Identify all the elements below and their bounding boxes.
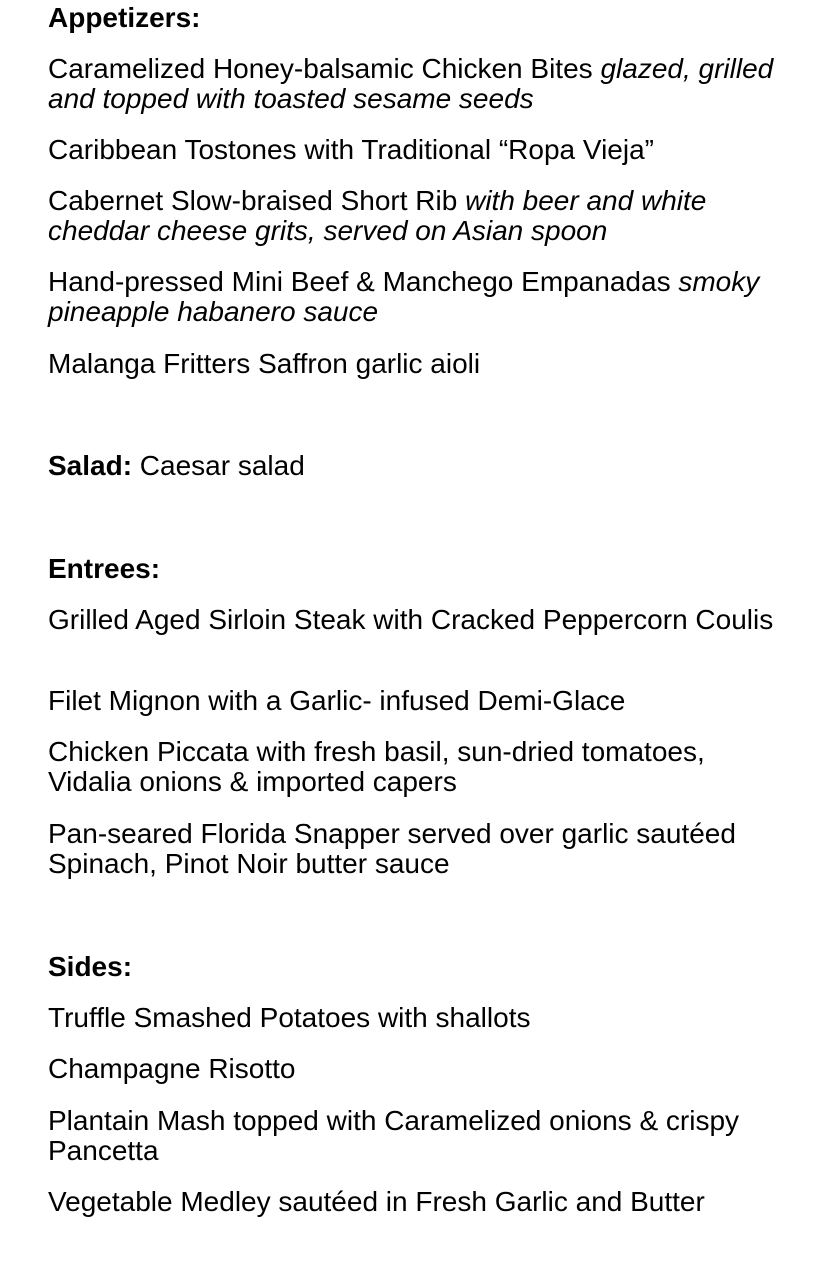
entrees-heading: Entrees:: [48, 553, 161, 584]
side-item: Champagne Risotto: [48, 1053, 296, 1084]
appetizer-item: [48, 186, 788, 246]
salad-text: Caesar salad: [132, 450, 305, 481]
appetizer-item: [48, 349, 788, 379]
entree-item: Pan-seared Florida Snapper served over garlic sautéed Spinach, Pinot Noir butter sauce: [48, 818, 736, 879]
appetizer-description: smoky pineapple habanero sauce: [48, 266, 760, 327]
appetizers-heading: Appetizers:: [48, 2, 201, 33]
appetizer-name: Cabernet Slow-braised Short Rib: [48, 185, 466, 216]
appetizer-item: [48, 267, 788, 327]
appetizer-description: with beer and white cheddar cheese grits, served on Asian spoon: [48, 185, 707, 246]
appetizer-description: glazed, grilled and topped with toasted sesame seeds: [48, 53, 774, 114]
salad-line: [48, 451, 788, 481]
appetizer-item: [48, 135, 788, 165]
salad-heading: Salad:: [48, 450, 133, 481]
appetizer-name: Caramelized Honey-balsamic Chicken Bites: [48, 53, 601, 84]
appetizer-name: Hand-pressed Mini Beef & Manchego Empanadas: [48, 266, 679, 297]
side-item: Plantain Mash topped with Caramelized onions & crispy Pancetta: [48, 1105, 740, 1166]
entree-item: Filet Mignon with a Garlic- infused Demi-Glace: [48, 685, 626, 716]
sides-heading: Sides:: [48, 951, 133, 982]
side-item: Truffle Smashed Potatoes with shallots: [48, 1002, 531, 1033]
entree-item: Grilled Aged Sirloin Steak with Cracked Peppercorn Coulis: [48, 604, 774, 635]
appetizer-item: [48, 54, 788, 114]
appetizer-name: Caribbean Tostones with Traditional “Ropa Vieja”: [48, 134, 654, 165]
appetizer-name: Malanga Fritters Saffron garlic aioli: [48, 348, 481, 379]
side-item: Vegetable Medley sautéed in Fresh Garlic and Butter: [48, 1186, 705, 1217]
entree-item: Chicken Piccata with fresh basil, sun-dried tomatoes, Vidalia onions & imported capers: [48, 736, 705, 797]
